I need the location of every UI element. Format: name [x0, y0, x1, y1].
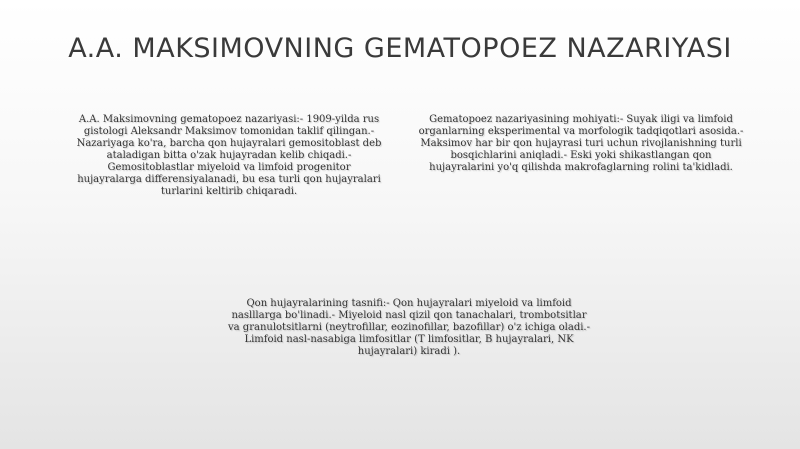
blood-cell-classification-text: Qon hujayralarining tasnifi:- Qon hujayralari miyeloid va limfoid naslllarga bo'linadi.- Miyeloid nasl qizil qon tanachalari, trombotsitlar va granulotsitlarni (neytrofillar, eozinofillar, bazofillar) o'z ichiga oladi.- Limfoid nasl-nasabiga limfositlar (T limfositlar, B hujayralari, NK hujayralari) kiradi ).: [228, 298, 590, 357]
slide-title: A.A. MAKSIMOVNING GEMATOPOEZ NAZARIYASI: [68, 33, 732, 64]
theory-description-text: A.A. Maksimovning gematopoez nazariyasi:- 1909-yilda rus gistologi Aleksandr Maksimov tomonidan taklif qilingan.- Nazariyaga ko'ra, barcha qon hujayralari gemositoblast deb ataladigan bitta o'zak hujayradan kelib chiqadi.- Gemositoblastlar miyeloid va limfoid progenitor hujayralarga differensiyalanadi, bu esa turli qon hujayralari turlarini keltirib chiqaradi.: [76, 114, 382, 197]
theory-essence-text: Gematopoez nazariyasining mohiyati:- Suyak iligi va limfoid organlarning eksperimental va morfologik tadqiqotlari asosida.- Maksimov har bir qon hujayrasi turi uchun rivojlanishning turli bosqichlarini aniqladi.- Eski yoki shikastlangan qon hujayralarini yo'q qilishda makrofaglarning rolini ta'kidladi.: [418, 114, 744, 173]
